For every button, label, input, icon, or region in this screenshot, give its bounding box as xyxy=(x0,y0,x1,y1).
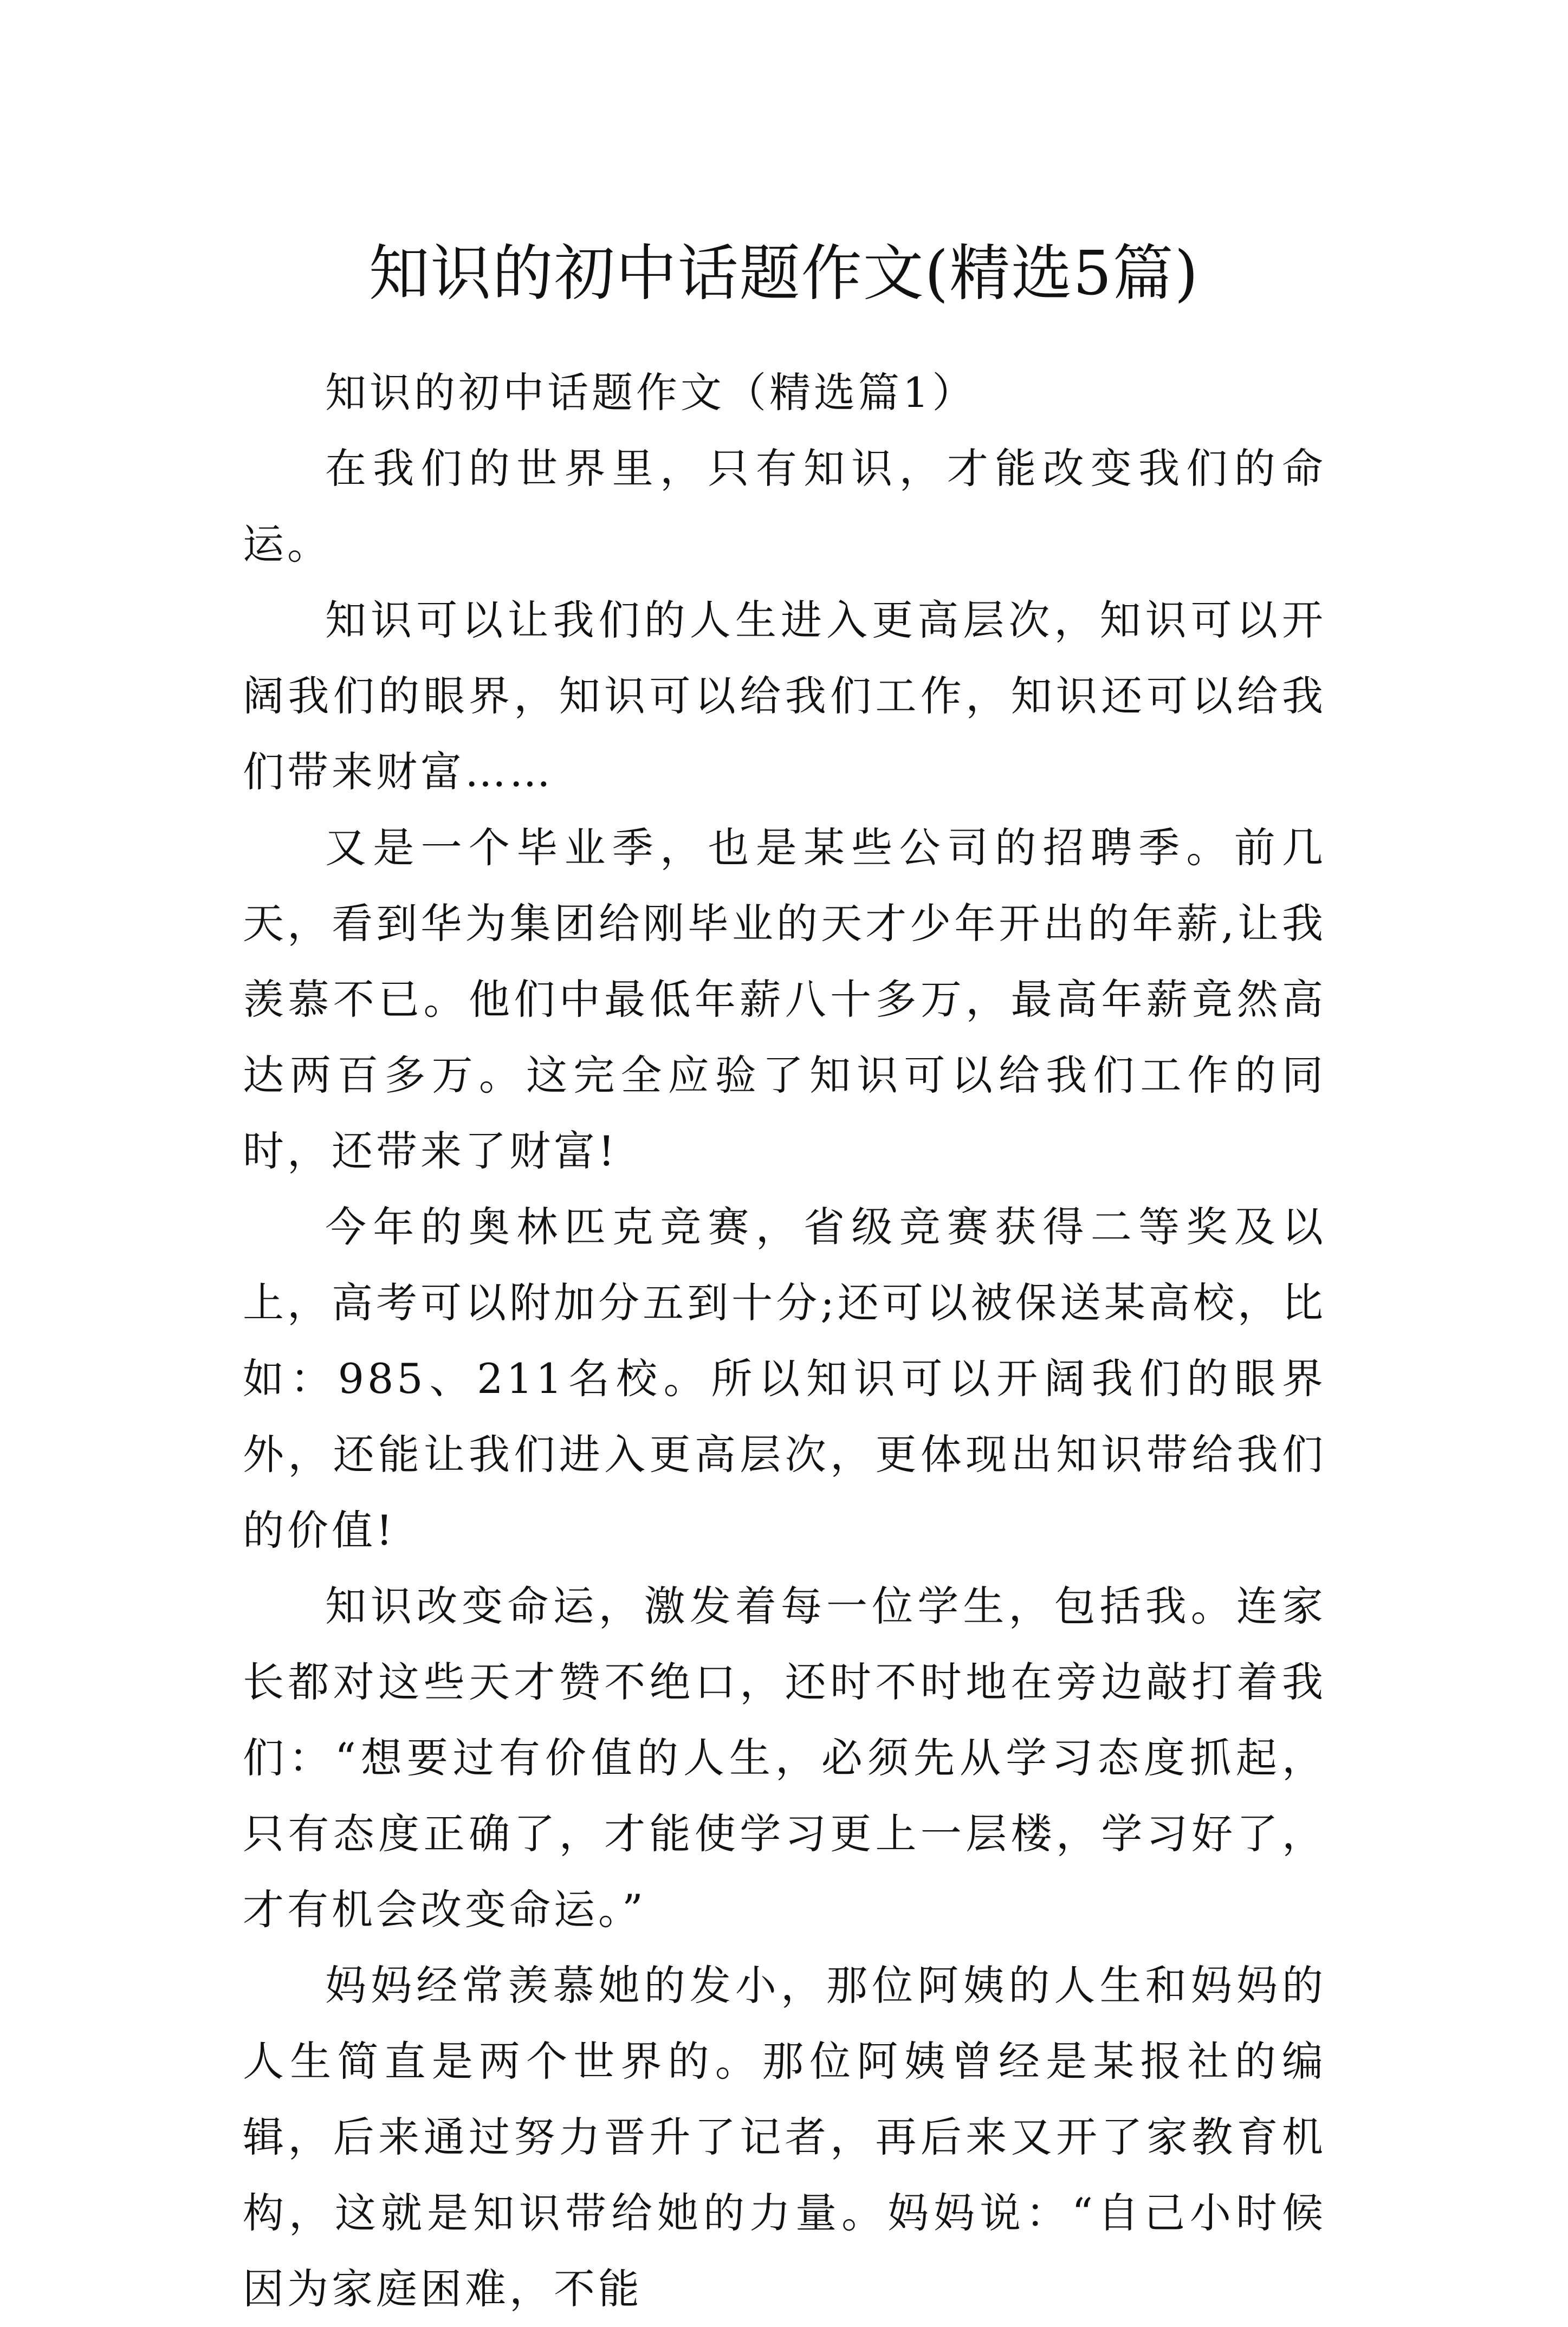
paragraph: 在我们的世界里，只有知识，才能改变我们的命运。 xyxy=(243,444,1326,568)
page-title: 知识的初中话题作文(精选5篇) xyxy=(368,238,1200,309)
paragraph: 妈妈经常羡慕她的发小，那位阿姨的人生和妈妈的人生简直是两个世界的。那位阿姨曾经是某报社的编辑，后来通过努力晋升了记者，再后来又开了家教育机构，这就是知识带给她的力量。妈妈说：“自己小时候因为家庭困难，不能 xyxy=(243,1961,1326,2313)
paragraph: 又是一个毕业季，也是某些公司的招聘季。前几天，看到华为集团给刚毕业的天才少年开出的年薪,让我羡慕不已。他们中最低年薪八十多万，最高年薪竟然高达两百多万。这完全应验了知识可以给我们工作的同时，还带来了财富! xyxy=(243,824,1326,1175)
article-body xyxy=(243,355,1326,2327)
paragraph: 知识可以让我们的人生进入更高层次，知识可以开阔我们的眼界，知识可以给我们工作，知识还可以给我们带来财富…… xyxy=(243,596,1326,796)
paragraph: 知识改变命运，激发着每一位学生，包括我。连家长都对这些天才赞不绝口，还时不时地在旁边敲打着我们：“想要过有价值的人生，必须先从学习态度抓起，只有态度正确了，才能使学习更上一层楼，学习好了，才有机会改变命运。” xyxy=(243,1582,1326,1934)
section-heading: 知识的初中话题作文（精选篇1） xyxy=(325,368,977,417)
paragraph: 今年的奥林匹克竞赛，省级竞赛获得二等奖及以上，高考可以附加分五到十分;还可以被保送某高校，比如：985、211名校。所以知识可以开阔我们的眼界外，还能让我们进入更高层次，更体现出知识带给我们的价值! xyxy=(243,1203,1326,1554)
